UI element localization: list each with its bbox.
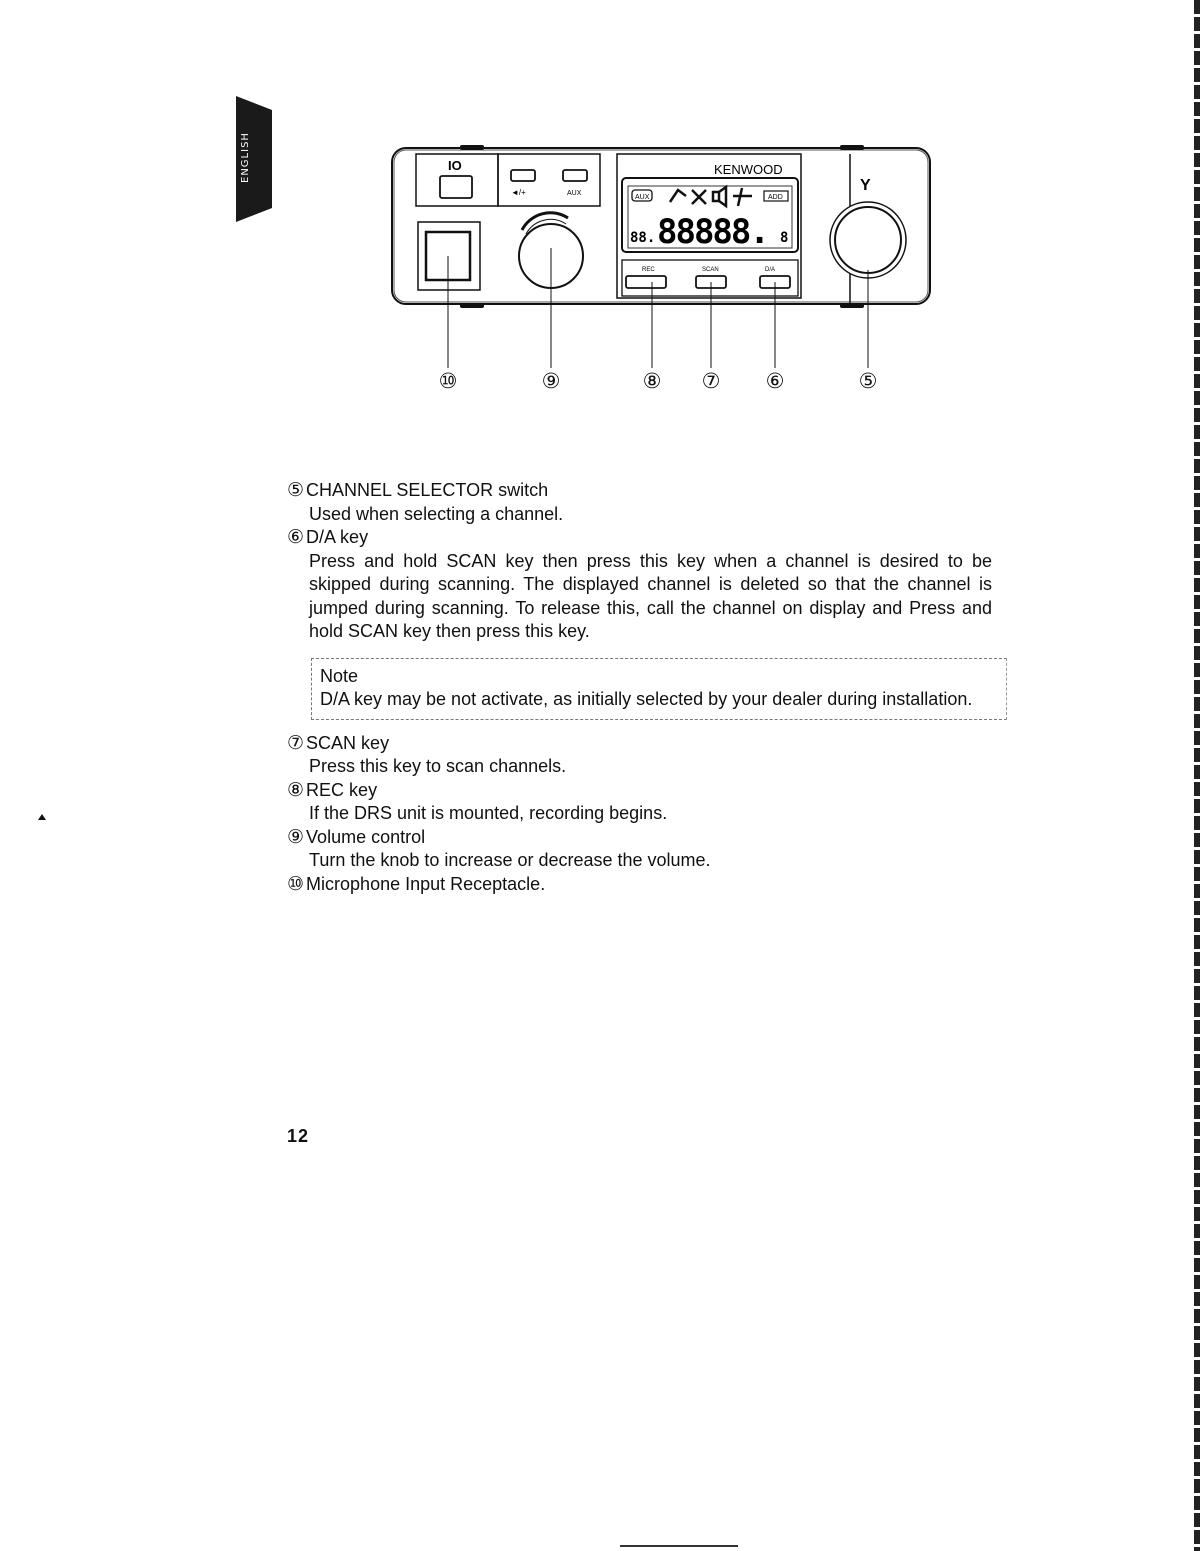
note-title: Note	[320, 665, 359, 686]
antenna-symbol: Y	[860, 177, 871, 194]
brand-label: KENWOOD	[714, 162, 783, 177]
monitor-key-label: ◄/+	[511, 188, 526, 197]
power-button[interactable]	[440, 176, 472, 198]
item-heading: ⑥ D/A key	[287, 526, 369, 548]
callout-5: ⑤	[858, 369, 878, 393]
callout-6: ⑥	[765, 369, 785, 393]
scan-border	[1194, 0, 1200, 1551]
footer-rule	[620, 1545, 738, 1547]
lcd-aux-indicator: AUX	[635, 194, 650, 201]
item-description: Used when selecting a channel.	[309, 503, 564, 524]
aux-key[interactable]	[563, 170, 587, 181]
da-key-label: D/A	[765, 267, 776, 273]
lcd-channel-group: 88.	[630, 230, 656, 246]
callout-8: ⑧	[642, 369, 662, 393]
item-rec-key	[287, 779, 992, 826]
item-description: Turn the knob to increase or decrease the volume.	[309, 850, 711, 870]
lcd-tail-digit: 8	[780, 230, 789, 246]
page-number: 12	[287, 1126, 310, 1146]
radio-front-panel-diagram	[380, 140, 940, 400]
monitor-key[interactable]	[511, 170, 535, 181]
lcd-frequency-digits: 88888.	[657, 212, 768, 252]
callout-7: ⑦	[701, 369, 721, 393]
item-description: Press and hold SCAN key then press this key when a channel is desired to be skipped during scanning. The displayed channel is deleted so that the channel is jumped during scanning. To release this, call the channel on display and Press and hold SCAN key then press this key.	[309, 550, 992, 641]
power-label: IO	[448, 158, 462, 173]
item-channel-selector	[287, 479, 992, 526]
item-heading: ⑧ REC key	[287, 778, 378, 801]
item-heading: ⑨ Volume control	[287, 825, 426, 848]
lcd-add-indicator: ADD	[768, 194, 783, 201]
item-volume-control	[287, 826, 992, 873]
item-scan-key	[287, 732, 992, 779]
rec-key-label: REC	[642, 267, 655, 273]
note-text: D/A key may be not activate, as initially selected by your dealer during installation.	[320, 689, 973, 709]
scan-key-label: SCAN	[702, 267, 719, 273]
item-da-key	[287, 526, 992, 644]
item-heading: ⑩ Microphone Input Receptacle.	[287, 872, 546, 895]
rec-key[interactable]	[626, 276, 666, 288]
item-microphone-receptacle	[287, 873, 992, 897]
callout-10: ⑩	[438, 369, 458, 393]
component-descriptions	[287, 479, 992, 896]
margin-mark	[38, 814, 46, 820]
aux-key-label: AUX	[567, 190, 582, 197]
item-description: If the DRS unit is mounted, recording begins.	[309, 803, 668, 823]
channel-selector-knob[interactable]	[835, 207, 901, 273]
callout-9: ⑨	[541, 369, 561, 393]
item-description: Press this key to scan channels.	[309, 756, 567, 776]
note-box	[311, 658, 1007, 720]
language-tab	[236, 96, 272, 222]
item-heading: ⑤ CHANNEL SELECTOR switch	[287, 479, 549, 501]
item-heading: ⑦ SCAN key	[287, 731, 390, 754]
language-tab-label: ENGLISH	[240, 132, 251, 184]
